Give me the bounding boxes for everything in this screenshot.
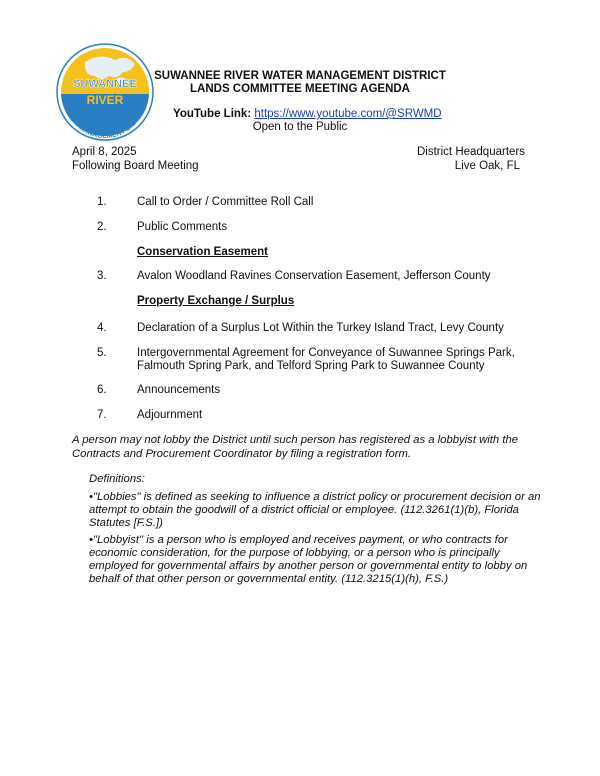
agenda-item-text: Call to Order / Committee Roll Call — [137, 196, 314, 208]
meeting-location: District Headquarters — [416, 146, 525, 158]
youtube-label: YouTube Link: — [173, 108, 252, 120]
section-heading: Property Exchange / Surplus — [137, 295, 295, 307]
youtube-line — [173, 108, 442, 121]
meeting-city: Live Oak, FL — [454, 160, 520, 172]
item-number: 7. — [97, 409, 107, 421]
meeting-time: Following Board Meeting — [72, 160, 199, 172]
item-number: 5. — [97, 347, 107, 359]
agenda-item-text: Avalon Woodland Ravines Conservation Easement, Jefferson County — [137, 270, 491, 282]
agenda-item-text: Adjournment — [137, 409, 203, 421]
definition-line: employed for governmental affairs by another person or governmental entity to lobby on — [89, 560, 528, 572]
item-number: 3. — [97, 270, 107, 282]
agenda-item-text-cont: Falmouth Spring Park, and Telford Spring Park to Suwannee County — [137, 360, 485, 372]
district-logo — [55, 42, 155, 142]
logo-middle-text: RIVER — [86, 93, 124, 107]
meeting-date: April 8, 2025 — [72, 146, 137, 158]
lobby-notice-line: Contracts and Procurement Coordinator by filing a registration form. — [72, 448, 412, 460]
agenda-title: LANDS COMMITTEE MEETING AGENDA — [190, 83, 410, 95]
definition-line: behalf of that other person or governmental entity. (112.3215(1)(h), F.S.) — [89, 573, 449, 585]
item-number: 1. — [97, 196, 107, 208]
agenda-item-text: Public Comments — [137, 221, 228, 233]
definitions-heading: Definitions: — [89, 473, 145, 485]
logo-ring-text: WATER MANAGEMENT DISTRICT — [63, 103, 147, 141]
definition-line: Statutes [F.S.]) — [89, 517, 163, 529]
definition-line: economic consideration, for the purpose of lobbying, or a person who is principally — [89, 547, 500, 559]
definition-line: •"Lobbyist" is a person who is employed and receives payment, or who contracts for — [89, 534, 508, 546]
agenda-item-text: Declaration of a Surplus Lot Within the Turkey Island Tract, Levy County — [137, 322, 504, 334]
item-number: 4. — [97, 322, 107, 334]
agenda-item-text: Intergovernmental Agreement for Conveyance of Suwannee Springs Park, — [137, 347, 515, 359]
item-number: 2. — [97, 221, 107, 233]
public-note: Open to the Public — [252, 121, 348, 133]
logo-top-text: SUWANNEE — [73, 78, 137, 90]
definition-line: •"Lobbies" is defined as seeking to influence a district policy or procurement decision or an — [89, 491, 541, 503]
section-heading: Conservation Easement — [137, 246, 269, 258]
youtube-link[interactable]: https://www.youtube.com/@SRWMD — [254, 108, 442, 120]
item-number: 6. — [97, 384, 107, 396]
org-name: SUWANNEE RIVER WATER MANAGEMENT DISTRICT — [154, 70, 446, 82]
agenda-item-text: Announcements — [137, 384, 221, 396]
definition-line: attempt to obtain the goodwill of a district official or employee. (112.3261(1)(b), Florida — [89, 504, 519, 516]
lobby-notice-line: A person may not lobby the District until such person has registered as a lobbyist with the — [72, 434, 519, 446]
